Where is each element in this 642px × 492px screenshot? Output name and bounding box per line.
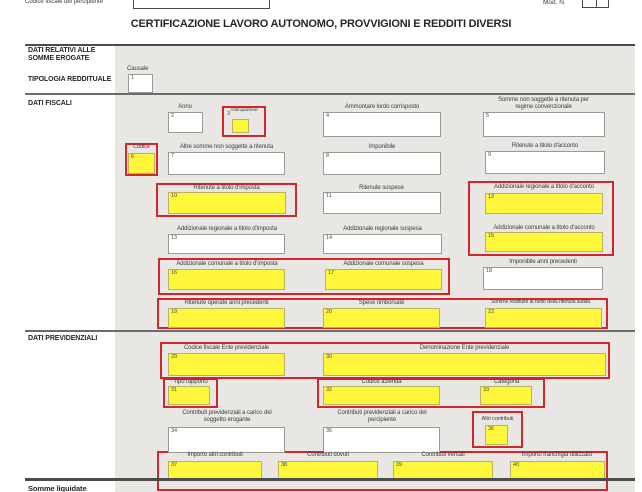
field-number: 29 [171,354,178,360]
label-denominazione-ente: Denominazione Ente previdenziale [419,345,510,351]
field-number: 9 [488,152,492,158]
field-somme-restituite[interactable] [485,308,602,328]
field-number: 17 [328,270,335,276]
section-dati-fiscali: DATI FISCALI [28,100,72,107]
section-somme-erogate: DATI RELATIVI ALLE SOMME EROGATE [28,47,96,63]
field-spese-rimborsate[interactable] [323,308,440,328]
field-number: 39 [396,462,403,468]
label-somme-non-soggette-regime: Somme non soggette a ritenuta per regime convenzionale [498,97,589,110]
field-ammontare-lordo[interactable] [323,112,441,137]
field-number: 40 [513,462,520,468]
field-number: 10 [171,193,178,199]
field-denominazione-ente[interactable] [323,353,606,376]
field-imponibile-anni-precedenti[interactable] [483,267,603,290]
label-imponibile: Imponibile [368,144,396,150]
field-number: 11 [326,193,332,199]
label-causale: Causale [127,66,149,72]
label-addizionale-regionale-acconto: Addizionale regionale a titolo d'acconto [494,184,594,190]
field-number: 35 [326,428,333,434]
field-number: 2 [171,113,175,119]
field-number: 15 [488,233,495,239]
title-divider [25,44,635,46]
label-addizionale-regionale-imposta: Addizionale regionale a titolo d'imposta [177,226,277,232]
somme-liquidate-divider [25,478,635,481]
field-contributi-erogante[interactable] [168,427,285,453]
codice-fiscale-input[interactable] [133,0,270,9]
label-anticipazione: Anticipazione [230,108,258,113]
label-codice-azienda: Codice azienda [361,379,402,385]
label-addizionale-comunale-imposta: Addizionale comunale a titolo d'imposta [176,261,278,267]
field-number: 36 [488,426,495,432]
field-addizionale-regionale-imposta[interactable] [168,234,285,254]
field-contributi-percipiente[interactable] [323,427,440,453]
field-number: 3 [227,111,231,117]
mod-n-cell-divider [596,0,597,7]
field-anticipazione[interactable] [232,119,249,133]
label-codice: Codice [133,144,150,150]
field-number: 16 [171,270,178,276]
field-number: 8 [326,153,330,159]
label-imponibile-anni-precedenti: Imponibile anni precedenti [509,259,577,265]
field-addizionale-comunale-imposta[interactable] [168,269,285,290]
field-number: 6 [131,154,135,160]
label-contributi-dovuti: Contributi dovuti [307,452,349,458]
field-tipo-rapporto[interactable] [168,386,210,405]
label-addizionale-comunale-acconto: Addizionale comunale a titolo d'acconto [493,225,595,231]
field-addizionale-regionale-acconto[interactable] [485,193,603,214]
label-spese-rimborsate: Spese rimborsate [358,300,405,306]
field-categoria[interactable] [480,386,532,405]
field-number: 31 [171,387,178,393]
field-ritenute-sospese[interactable] [323,192,441,214]
field-number: 5 [486,113,490,119]
label-categoria: Categoria [493,379,520,385]
label-altri-contributi: Altri contributi [481,416,514,422]
field-number: 32 [326,387,333,393]
label-importo-altri-contributi: Importo altri contributi [187,452,243,458]
field-number: 7 [171,153,175,159]
field-number: 34 [171,428,178,434]
field-somme-non-soggette-regime[interactable] [483,112,605,137]
label-ritenute-sospese: Ritenute sospese [359,185,404,191]
field-ritenute-acconto[interactable] [485,151,605,174]
label-ritenute-acconto: Ritenute a titolo d'acconto [511,143,579,149]
field-number: 20 [326,309,333,315]
field-number: 22 [488,309,495,315]
field-imponibile[interactable] [323,152,441,175]
label-ammontare-lordo: Ammontare lordo corrisposto [344,104,420,110]
field-codice-fiscale-ente[interactable] [168,353,285,376]
field-number: 33 [483,387,490,393]
label-addizionale-comunale-sospesa: Addizionale comunale sospesa [343,261,424,267]
label-ritenute-imposta: Ritenute a titolo d'imposta [193,185,260,191]
codice-fiscale-label: Codice fiscale del percipiente [25,0,104,5]
field-number: 1 [131,75,135,81]
dati-fiscali-divider [25,93,635,95]
label-ritenute-operate: Ritenute operate anni precedenti [184,300,269,306]
field-number: 14 [326,235,333,241]
field-codice-azienda[interactable] [323,386,440,405]
field-anno[interactable] [168,112,203,133]
field-ritenute-imposta[interactable] [168,192,286,214]
label-altre-somme: Altre somme non soggette a ritenuta [179,144,274,150]
field-addizionale-comunale-sospesa[interactable] [325,269,442,290]
field-addizionale-regionale-sospesa[interactable] [323,234,442,254]
form-title: CERTIFICAZIONE LAVORO AUTONOMO, PROVVIGIONI E REDDITI DIVERSI [130,18,512,30]
section-somme-liquidate: Somme liquidate [28,484,87,492]
label-contributi-erogante: Contributi previdenziali a carico del soggetto erogante [182,410,272,423]
field-number: 37 [171,462,178,468]
field-altre-somme[interactable] [168,152,285,175]
mod-n-box[interactable] [582,0,609,8]
field-codice[interactable] [128,153,155,174]
field-number: 19 [171,309,178,315]
label-importo-franchigia: Importo franchigia utilizzato [521,452,593,458]
section-dati-previdenziali: DATI PREVIDENZIALI [28,335,98,342]
field-ritenute-operate[interactable] [168,308,285,328]
field-number: 12 [488,194,495,200]
label-tipo-rapporto: Tipo rapporto [173,379,208,385]
label-contributi-versati: Contributi versati [421,452,465,458]
field-number: 13 [171,235,178,241]
section-tipologia-reddituale: TIPOLOGIA REDDITUALE [28,76,112,83]
label-contributi-percipiente: Contributi previdenziali a carico del percipiente [337,410,427,423]
field-number: 30 [326,354,333,360]
dati-previdenziali-divider [25,330,635,332]
field-number: 4 [326,113,330,119]
mod-n-label: Mod. N. [543,0,566,6]
field-number: 38 [281,462,288,468]
label-somme-restituite: Somme restituite al netto della ritenuta subita [490,299,591,305]
label-codice-fiscale-ente: Codice fiscale Ente previdenziale [183,345,270,351]
label-anno: Anno [178,104,192,110]
label-addizionale-regionale-sospesa: Addizionale regionale sospesa [343,226,422,232]
field-addizionale-comunale-acconto[interactable] [485,232,603,252]
field-number: 18 [486,268,493,274]
field-altri-contributi[interactable] [485,425,508,445]
